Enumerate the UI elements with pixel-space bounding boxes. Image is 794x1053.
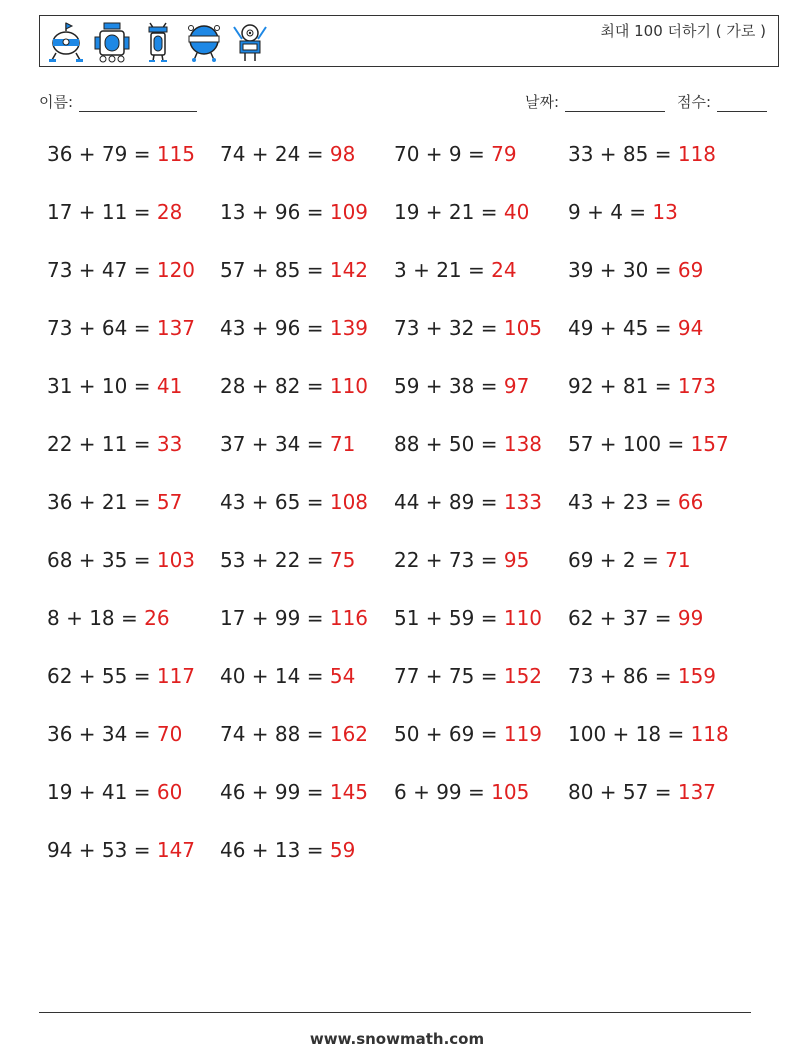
problem-answer: 99 — [677, 606, 704, 630]
problem-question: 57 + 100 = — [568, 432, 691, 456]
problem-answer: 66 — [677, 490, 704, 514]
problem-question: 19 + 41 = — [47, 780, 157, 804]
problem-item — [220, 142, 355, 166]
problem-item — [568, 722, 729, 746]
problem-answer: 159 — [677, 664, 717, 688]
problem-question: 43 + 65 = — [220, 490, 330, 514]
problem-question: 17 + 99 = — [220, 606, 330, 630]
score-field — [677, 91, 767, 112]
problem-answer: 109 — [329, 200, 369, 224]
problem-question: 62 + 55 = — [47, 664, 157, 688]
problem-item — [394, 490, 542, 514]
problem-question: 57 + 85 = — [220, 258, 330, 282]
problem-item — [47, 490, 182, 514]
problem-answer: 118 — [677, 142, 717, 166]
problem-item — [220, 664, 355, 688]
problem-item — [394, 200, 529, 224]
problem-answer: 120 — [156, 258, 196, 282]
problem-answer: 105 — [491, 780, 530, 804]
problem-answer: 98 — [329, 142, 356, 166]
problem-question: 46 + 99 = — [220, 780, 330, 804]
problem-question: 40 + 14 = — [220, 664, 330, 688]
problem-question: 33 + 85 = — [568, 142, 678, 166]
problem-item — [220, 374, 368, 398]
date-label: 날짜: — [525, 93, 560, 111]
problem-item — [394, 258, 517, 282]
problem-question: 92 + 81 = — [568, 374, 678, 398]
problem-answer: 41 — [156, 374, 183, 398]
problem-item — [394, 142, 517, 166]
problem-item — [568, 606, 703, 630]
problem-answer: 118 — [690, 722, 729, 746]
score-input-line[interactable] — [717, 95, 767, 112]
problem-question: 77 + 75 = — [394, 664, 504, 688]
problem-item — [47, 374, 182, 398]
problem-item — [47, 780, 182, 804]
problem-question: 73 + 64 = — [47, 316, 157, 340]
score-label: 점수: — [677, 93, 712, 111]
problem-item — [47, 142, 195, 166]
problem-item — [47, 548, 195, 572]
problem-answer: 110 — [503, 606, 543, 630]
problem-answer: 75 — [329, 548, 356, 572]
problem-question: 53 + 22 = — [220, 548, 330, 572]
problem-answer: 97 — [503, 374, 530, 398]
problem-item — [220, 838, 355, 862]
robot-5-icon — [232, 21, 268, 63]
problem-item — [394, 606, 542, 630]
problem-question: 37 + 34 = — [220, 432, 330, 456]
problem-question: 6 + 99 = — [394, 780, 492, 804]
problem-question: 74 + 88 = — [220, 722, 330, 746]
problem-question: 49 + 45 = — [568, 316, 678, 340]
problem-question: 36 + 79 = — [47, 142, 157, 166]
problem-answer: 116 — [329, 606, 369, 630]
problem-answer: 54 — [329, 664, 356, 688]
problem-item — [394, 664, 542, 688]
problem-item — [47, 316, 195, 340]
problem-item — [220, 200, 368, 224]
footer-divider — [39, 1012, 751, 1013]
robot-1-icon — [48, 21, 84, 63]
problem-question: 46 + 13 = — [220, 838, 330, 862]
problem-item — [394, 780, 529, 804]
problem-item — [568, 432, 729, 456]
problem-answer: 162 — [329, 722, 369, 746]
robot-2-icon — [94, 21, 130, 63]
problem-answer: 152 — [503, 664, 543, 688]
problem-answer: 69 — [677, 258, 704, 282]
problem-answer: 147 — [156, 838, 196, 862]
problem-question: 36 + 34 = — [47, 722, 157, 746]
problem-answer: 71 — [329, 432, 356, 456]
problem-question: 50 + 69 = — [394, 722, 504, 746]
problem-question: 73 + 47 = — [47, 258, 157, 282]
problem-answer: 59 — [329, 838, 356, 862]
problem-question: 51 + 59 = — [394, 606, 504, 630]
date-input-line[interactable] — [565, 95, 665, 112]
problem-item — [47, 838, 195, 862]
problem-item — [568, 374, 716, 398]
problem-item — [47, 432, 182, 456]
problem-item — [568, 200, 678, 224]
problem-answer: 95 — [503, 548, 530, 572]
problem-question: 88 + 50 = — [394, 432, 504, 456]
problem-question: 8 + 18 = — [47, 606, 145, 630]
problem-question: 80 + 57 = — [568, 780, 678, 804]
problem-question: 36 + 21 = — [47, 490, 157, 514]
problem-item — [568, 664, 716, 688]
problem-question: 69 + 2 = — [568, 548, 666, 572]
robot-4-icon — [186, 21, 222, 63]
problem-item — [568, 316, 703, 340]
problem-answer: 142 — [329, 258, 369, 282]
problem-question: 43 + 23 = — [568, 490, 678, 514]
problem-question: 19 + 21 = — [394, 200, 504, 224]
problem-question: 9 + 4 = — [568, 200, 653, 224]
problem-question: 31 + 10 = — [47, 374, 157, 398]
problem-question: 70 + 9 = — [394, 142, 492, 166]
problem-answer: 145 — [329, 780, 369, 804]
problem-question: 17 + 11 = — [47, 200, 157, 224]
problem-answer: 28 — [156, 200, 183, 224]
problem-answer: 137 — [677, 780, 717, 804]
problem-item — [220, 722, 368, 746]
problem-item — [220, 432, 355, 456]
problem-item — [220, 606, 368, 630]
problem-answer: 33 — [156, 432, 183, 456]
name-field — [39, 91, 197, 112]
problem-item — [568, 142, 716, 166]
problem-item — [220, 258, 368, 282]
problem-item — [220, 780, 368, 804]
date-field — [525, 91, 665, 112]
problem-question: 44 + 89 = — [394, 490, 504, 514]
problem-answer: 79 — [491, 142, 517, 166]
name-input-line[interactable] — [79, 95, 197, 112]
problem-question: 43 + 96 = — [220, 316, 330, 340]
problem-answer: 13 — [652, 200, 678, 224]
problem-answer: 115 — [156, 142, 196, 166]
problem-question: 22 + 11 = — [47, 432, 157, 456]
problem-item — [394, 374, 529, 398]
problem-answer: 157 — [690, 432, 729, 456]
problem-answer: 139 — [329, 316, 369, 340]
problem-item — [47, 606, 170, 630]
problem-item — [220, 548, 355, 572]
problem-item — [568, 490, 703, 514]
problem-answer: 40 — [503, 200, 530, 224]
problem-item — [568, 548, 691, 572]
problem-answer: 24 — [491, 258, 517, 282]
problem-item — [394, 316, 542, 340]
problem-item — [220, 316, 368, 340]
problem-item — [47, 200, 182, 224]
problem-question: 73 + 32 = — [394, 316, 504, 340]
problem-answer: 133 — [503, 490, 543, 514]
problem-item — [568, 780, 716, 804]
problem-question: 22 + 73 = — [394, 548, 504, 572]
problem-question: 73 + 86 = — [568, 664, 678, 688]
problem-question: 74 + 24 = — [220, 142, 330, 166]
problem-answer: 173 — [677, 374, 717, 398]
problem-item — [47, 722, 182, 746]
problem-question: 94 + 53 = — [47, 838, 157, 862]
header-box — [39, 15, 779, 67]
problem-answer: 119 — [503, 722, 543, 746]
robot-icons — [48, 20, 268, 64]
problem-answer: 110 — [329, 374, 369, 398]
problem-item — [394, 722, 542, 746]
problem-question: 13 + 96 = — [220, 200, 330, 224]
problem-answer: 105 — [503, 316, 543, 340]
problem-answer: 71 — [665, 548, 691, 572]
problem-answer: 57 — [156, 490, 183, 514]
problem-item — [394, 432, 542, 456]
problem-answer: 117 — [156, 664, 196, 688]
problem-answer: 108 — [329, 490, 369, 514]
name-label: 이름: — [39, 93, 74, 111]
problem-question: 59 + 38 = — [394, 374, 504, 398]
problem-answer: 137 — [156, 316, 196, 340]
problem-item — [47, 664, 195, 688]
problem-answer: 70 — [156, 722, 183, 746]
problem-question: 100 + 18 = — [568, 722, 691, 746]
problem-question: 68 + 35 = — [47, 548, 157, 572]
problem-question: 3 + 21 = — [394, 258, 492, 282]
problem-question: 28 + 82 = — [220, 374, 330, 398]
worksheet-title: 최대 100 더하기 ( 가로 ) — [600, 22, 766, 40]
problem-question: 39 + 30 = — [568, 258, 678, 282]
problem-answer: 94 — [677, 316, 704, 340]
problem-item — [220, 490, 368, 514]
problem-answer: 138 — [503, 432, 543, 456]
problem-answer: 26 — [144, 606, 170, 630]
problem-item — [47, 258, 195, 282]
problem-question: 62 + 37 = — [568, 606, 678, 630]
problem-item — [394, 548, 529, 572]
robot-3-icon — [140, 21, 176, 63]
problem-answer: 103 — [156, 548, 196, 572]
problem-item — [568, 258, 703, 282]
problem-answer: 60 — [156, 780, 183, 804]
footer-url: www.snowmath.com — [309, 1030, 485, 1048]
